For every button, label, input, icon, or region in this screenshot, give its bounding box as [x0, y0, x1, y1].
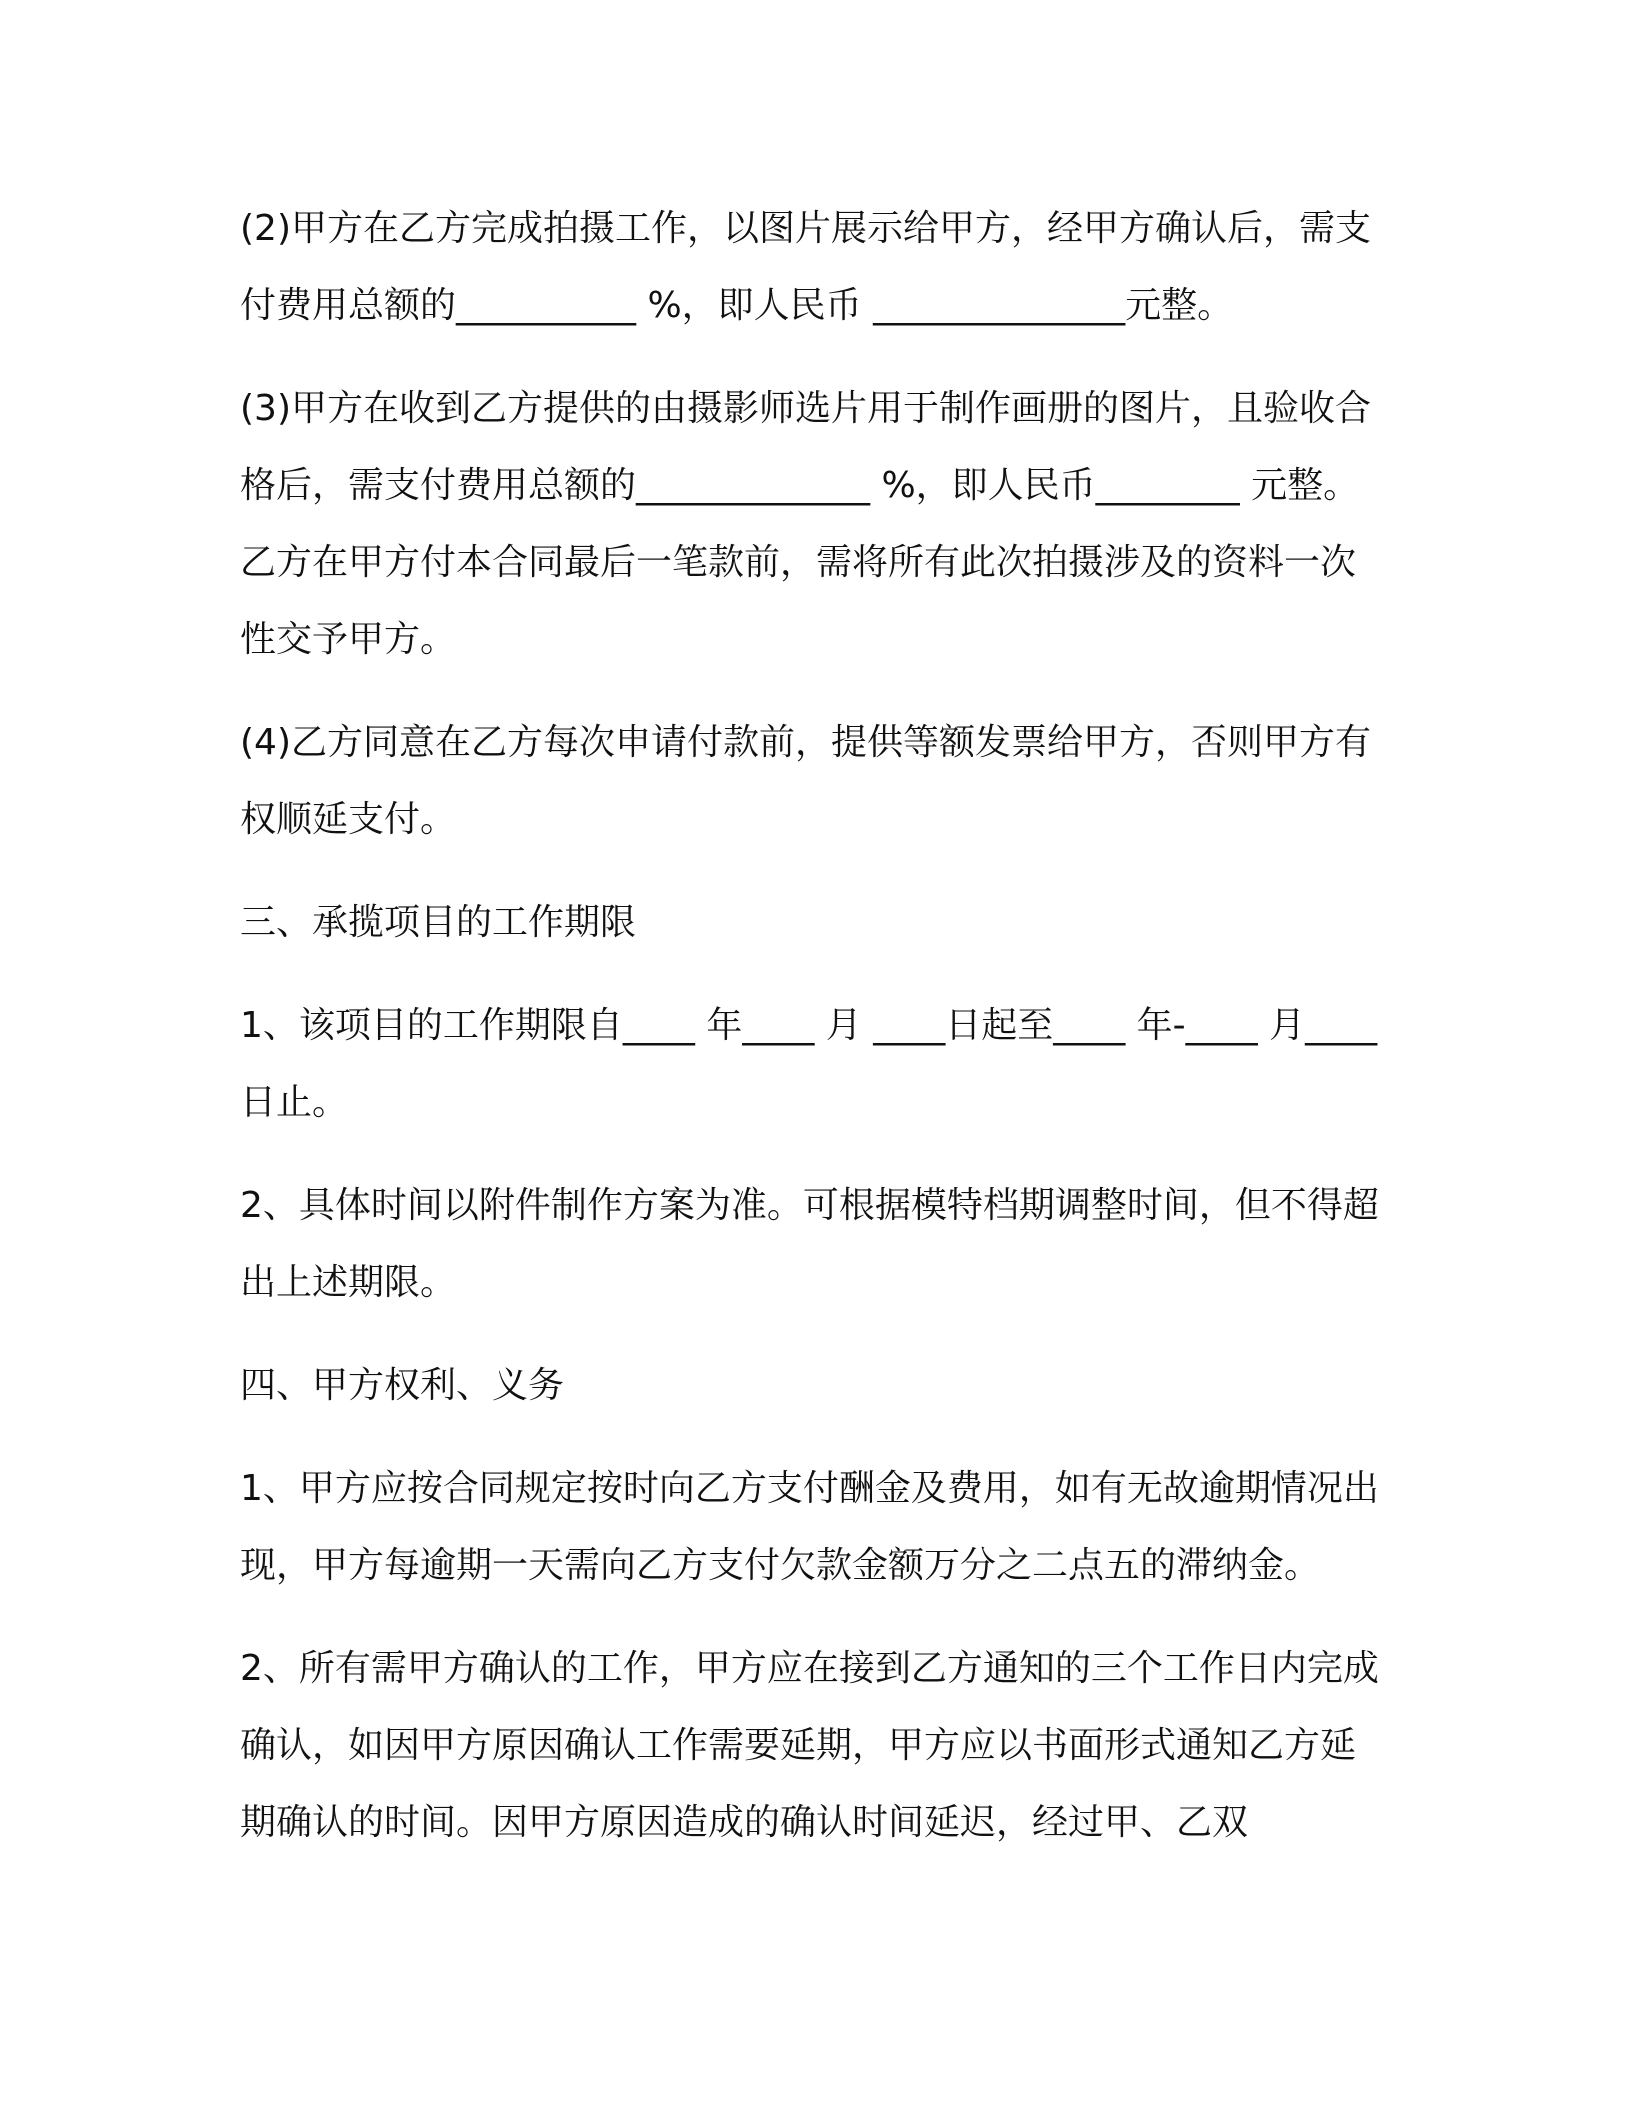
section-4-heading: 四、甲方权利、义务 [240, 1365, 565, 1406]
clause-4-paragraph: (4)乙方同意在乙方每次申请付款前，提供等额发票给甲方，否则甲方有权顺延支付。 [240, 722, 1371, 840]
section-3-item-1: 1、该项目的工作期限自____ 年____ 月 ____日起至____ 年-____ 月____日止。 [240, 1005, 1378, 1123]
section-4-item-1: 1、甲方应按合同规定按时向乙方支付酬金及费用，如有无故逾期情况出现，甲方每逾期一天需向乙方支付欠款金额万分之二点五的滞纳金。 [240, 1468, 1379, 1586]
clause-3-paragraph: (3)甲方在收到乙方提供的由摄影师选片用于制作画册的图片，且验收合格后，需支付费用总额的_____________ %，即人民币________ 元整。乙方在甲方付本合同最后一笔款前，需将所有此次拍摄涉及的资料一次性交予甲方。 [240, 388, 1371, 660]
section-4-item-2: 2、所有需甲方确认的工作，甲方应在接到乙方通知的三个工作日内完成确认，如因甲方原因确认工作需要延期，甲方应以书面形式通知乙方延期确认的时间。因甲方原因造成的确认时间延迟，经过甲、乙双 [240, 1648, 1379, 1843]
section-3-heading: 三、承揽项目的工作期限 [240, 902, 637, 943]
document-body [240, 190, 1390, 1887]
section-3-item-2: 2、具体时间以附件制作方案为准。可根据模特档期调整时间，但不得超出上述期限。 [240, 1185, 1379, 1303]
clause-2-paragraph: (2)甲方在乙方完成拍摄工作，以图片展示给甲方，经甲方确认后，需支付费用总额的__________ %，即人民币 ______________元整。 [240, 208, 1371, 326]
